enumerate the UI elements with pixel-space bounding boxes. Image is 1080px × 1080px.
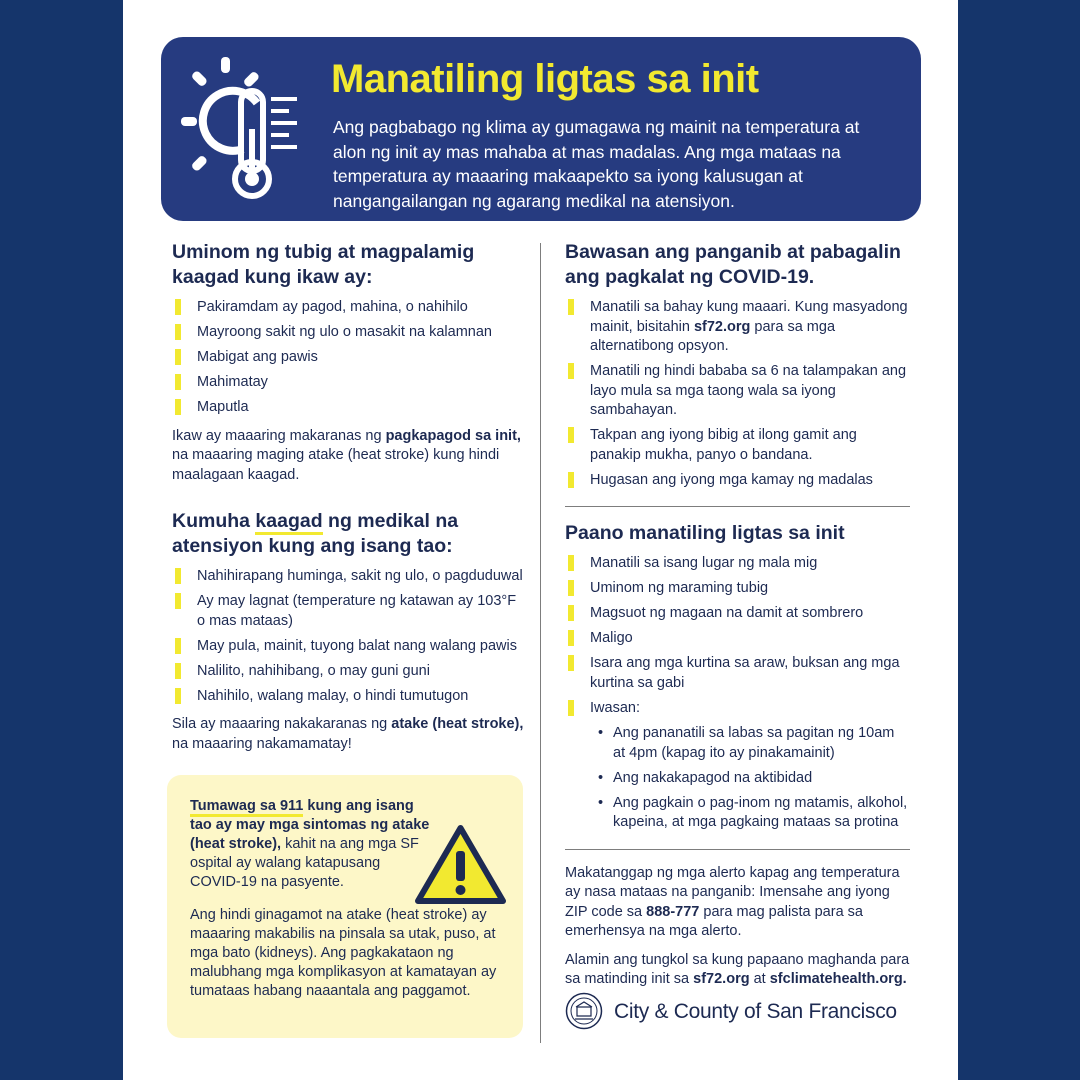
list-item: Iwasan: — [565, 699, 910, 719]
list-item: Mayroong sakit ng ulo o masakit na kalamnan — [172, 323, 527, 343]
warning-icon — [413, 823, 508, 907]
list-item: Magsuot ng magaan na damit at sombrero — [565, 604, 910, 624]
callout-paragraph: Ang hindi ginagamot na atake (heat stroke) ay maaaring makabilis na pinsala sa utak, puso, at mga bato (kidneys). Ang pagkakataon ng malubhang mga komplikasyon at kamatayan ay tumataas habang naaantala ang paggamot. — [190, 907, 497, 999]
list-item: Uminom ng maraming tubig — [565, 579, 910, 599]
list-item: Manatili ng hindi bababa sa 6 na talampakan ang layo mula sa mga taong wala sa iyong sambahayan. — [565, 362, 910, 421]
list-item — [565, 298, 910, 357]
list-item: Maligo — [565, 629, 910, 649]
item-text: Manatili sa bahay kung maaari. Kung masyadong mainit, bisitahin — [590, 299, 908, 335]
heading-text: Kumuha — [172, 510, 256, 532]
callout-underline: Tumawag sa 911 — [190, 798, 303, 817]
learn-text: Alamin ang tungkol sa kung papaano maghanda para sa matinding init sa — [565, 951, 910, 987]
list-item: Maputla — [172, 398, 527, 418]
note-bold: atake (heat stroke), — [391, 716, 524, 732]
sf72-link[interactable]: sf72.org — [693, 318, 751, 335]
list-item: Isara ang mga kurtina sa araw, buksan ang mga kurtina sa gabi — [565, 654, 910, 693]
list-item: Manatili sa isang lugar ng mala mig — [565, 554, 910, 574]
note-text: Sila ay maaaring nakakaranas ng — [172, 716, 392, 732]
right-column — [565, 240, 910, 990]
covid-list — [565, 298, 910, 490]
city-name: City & County of San Francisco — [614, 1000, 897, 1023]
header-banner — [161, 37, 921, 221]
list-item: Nalilito, nahihibang, o may guni guni — [172, 662, 527, 682]
item-text: para sa mga alternatibong opsyon. — [590, 318, 836, 354]
list-item: Nahihirapang huminga, sakit ng ulo, o pagduduwal — [172, 567, 527, 587]
list-item: Pakiramdam ay pagod, mahina, o nahihilo — [172, 298, 527, 318]
list-item: Mabigat ang pawis — [172, 348, 527, 368]
list-item: Ay may lagnat (temperature ng katawan ay 103°F o mas mataas) — [172, 592, 527, 631]
city-seal-icon — [565, 992, 603, 1030]
stay-safe-list — [565, 554, 910, 718]
call-911-callout — [167, 775, 523, 1038]
alerts-text: Makatanggap ng mga alerto kapag ang temperatura ay nasa mataas na panganib: Imensahe ang iyong ZIP code sa — [565, 864, 900, 920]
section-heading-hydrate: Uminom ng tubig at magpalamig kaagad kung ikaw ay: — [172, 241, 475, 288]
divider — [565, 506, 910, 507]
emergency-symptom-list — [172, 567, 527, 706]
list-item: Hugasan ang iyong mga kamay ng madalas — [565, 471, 910, 491]
alerts-number: 888-777 — [646, 903, 700, 920]
divider — [565, 849, 910, 850]
alerts-text: para mag palista para sa emerhensya na mga alerto. — [565, 903, 863, 939]
flyer-page — [123, 0, 958, 1080]
sf72-link[interactable]: sf72.org — [693, 971, 750, 987]
section-heading-medical — [172, 509, 527, 559]
page-title: Manatiling ligtas sa init — [331, 57, 759, 101]
city-logo — [565, 992, 915, 1032]
list-item: Nahihilo, walang malay, o hindi tumutugon — [172, 687, 527, 707]
alerts-paragraph — [565, 864, 910, 942]
avoid-list — [565, 724, 910, 833]
section-heading-covid: Bawasan ang panganib at pabagalin ang pagkalat ng COVID-19. — [565, 241, 901, 288]
note-text: na maaaring nakamamatay! — [172, 735, 352, 752]
left-column — [172, 240, 527, 754]
list-item: May pula, mainit, tuyong balat nang walang pawis — [172, 637, 527, 657]
callout-text — [190, 797, 435, 892]
intro-text: Ang pagbabago ng klima ay gumagawa ng mainit na temperatura at alon ng init ay mas mahaba at mas madalas. Ang mga mataas na temperatura ay maaaring makaapekto sa iyong kalusugan at nangangailangan ng agarang medikal na atensiyon. — [333, 117, 860, 211]
heat-stroke-note — [172, 715, 527, 754]
list-item: • Ang nakakapagod na aktibidad — [565, 769, 910, 789]
section-heading-stay-safe: Paano manatiling ligtas sa init — [565, 522, 845, 544]
heading-underline: kaagad — [255, 510, 322, 535]
symptom-list — [172, 298, 527, 418]
note-text: Ikaw ay maaaring makaranas ng — [172, 427, 386, 444]
callout-bold: kung ang isang tao ay may mga sintomas ng atake (heat stroke), — [190, 798, 430, 852]
callout-plain: kahit na ang mga SF ospital ay walang katapusang COVID-19 na pasyente. — [190, 836, 419, 890]
list-item: • Ang pagkain o pag-inom ng matamis, alkohol, kapeina, at mga pagkaing mataas sa protina — [565, 794, 910, 833]
heading-text: ng medikal na atensiyon kung ang isang tao: — [172, 510, 459, 557]
sun-thermometer-icon — [181, 57, 311, 202]
list-item: Mahimatay — [172, 373, 527, 393]
note-bold: pagkapagod sa init, — [385, 427, 521, 444]
list-item: • Ang pananatili sa labas sa pagitan ng 10am at 4pm (kapag ito ay pinakamainit) — [565, 724, 910, 763]
learn-more-paragraph — [565, 951, 910, 990]
sfclimatehealth-link[interactable]: sfclimatehealth.org. — [769, 971, 907, 987]
learn-text: at — [749, 971, 770, 987]
list-item: Takpan ang iyong bibig at ilong gamit ang panakip mukha, panyo o bandana. — [565, 426, 910, 465]
column-divider — [540, 243, 541, 1043]
heat-exhaustion-note — [172, 427, 527, 486]
note-text: na maaaring maging atake (heat stroke) kung hindi maalagaan kaagad. — [172, 447, 500, 483]
